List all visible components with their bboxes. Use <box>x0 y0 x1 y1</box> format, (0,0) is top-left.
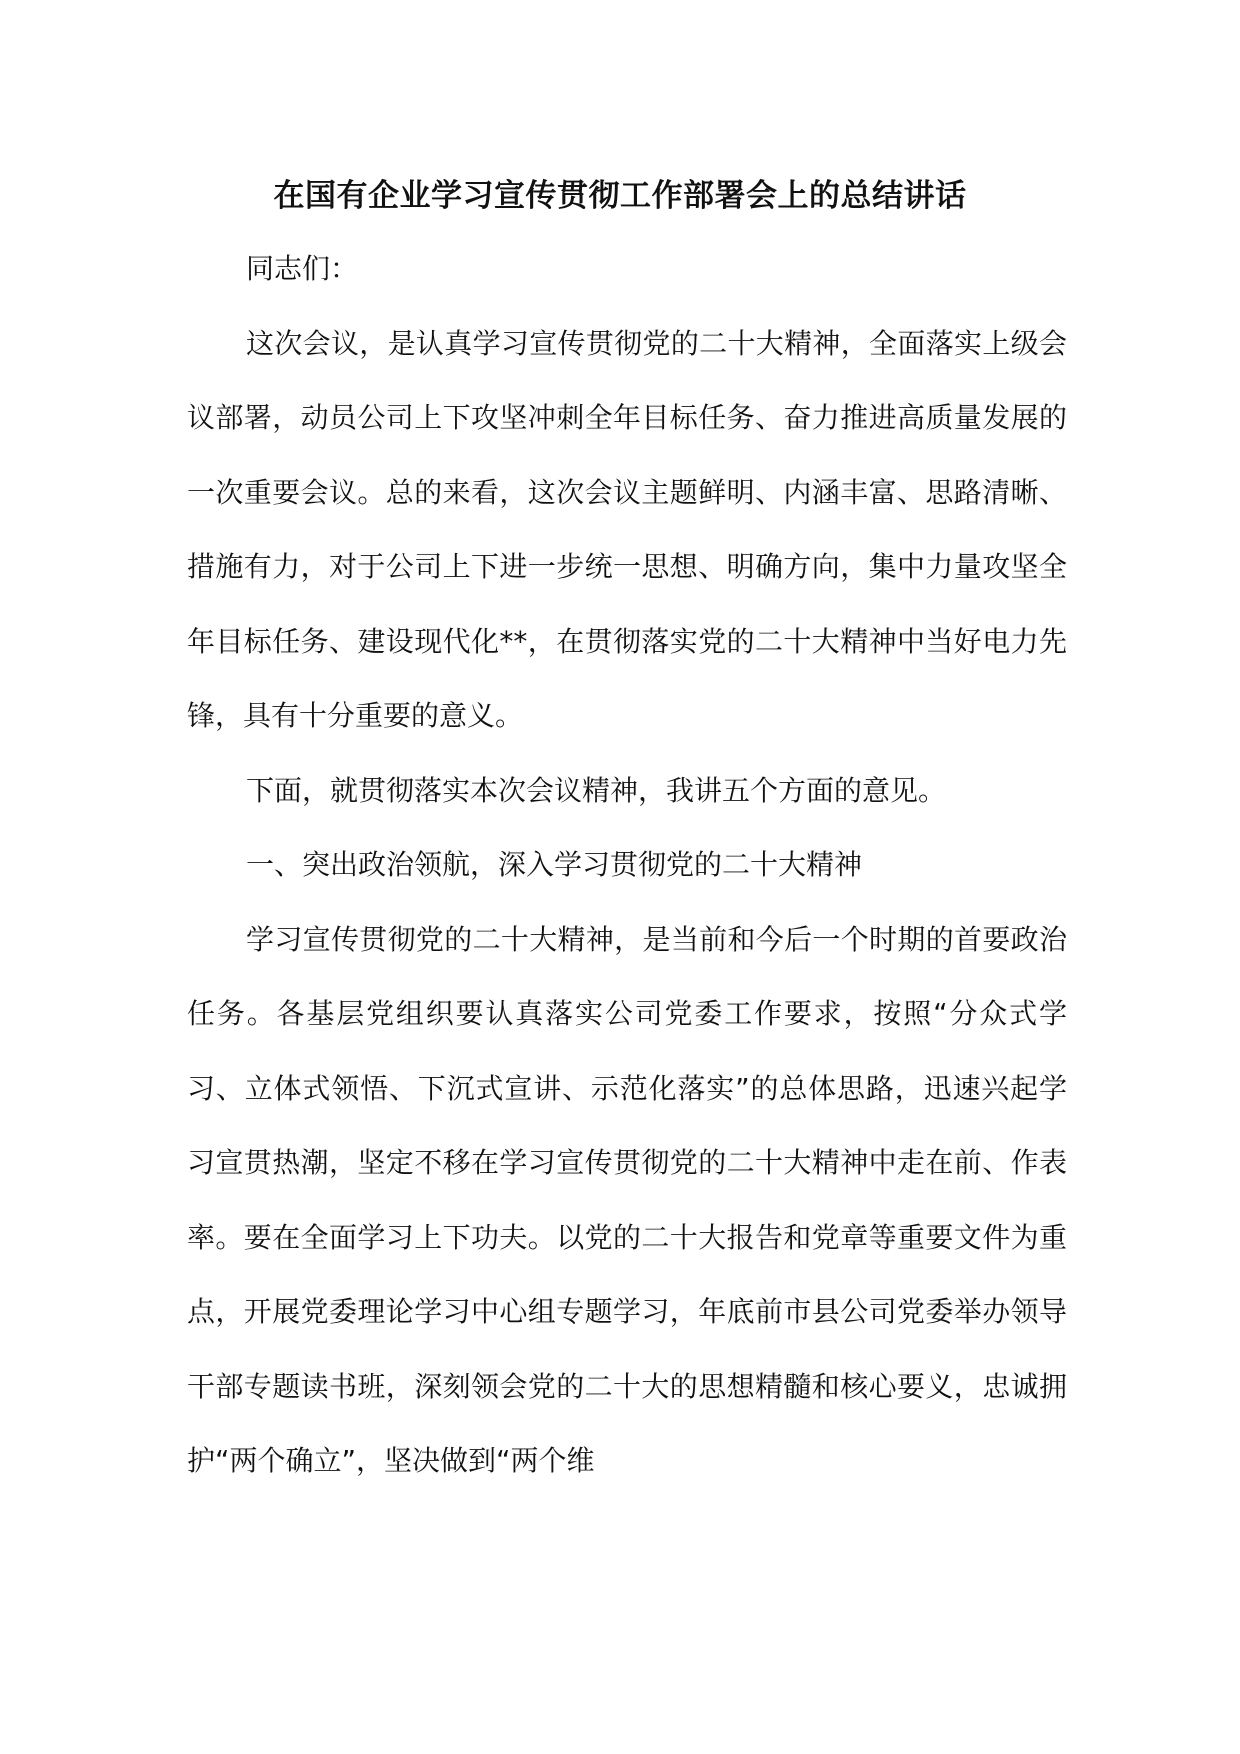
paragraph-section-1-body: 学习宣传贯彻党的二十大精神，是当前和今后一个时期的首要政治任务。各基层党组织要认真落实公司党委工作要求，按照“分众式学习、立体式领悟、下沉式宣讲、示范化落实”的总体思路，迅速兴起学习宣贯热潮，坚定不移在学习宣传贯彻党的二十大精神中走在前、作表率。要在全面学习上下功夫。以党的二十大报告和党章等重要文件为重点，开展党委理论学习中心组专题学习，年底前市县公司党委举办领导干部专题读书班，深刻领会党的二十大的思想精髓和核心要义，忠诚拥护“两个确立”，坚决做到“两个维 <box>187 922 1067 1477</box>
paragraph-meeting-summary: 这次会议，是认真学习宣传贯彻党的二十大精神，全面落实上级会议部署，动员公司上下攻坚冲刺全年目标任务、奋力推进高质量发展的一次重要会议。总的来看，这次会议主题鲜明、内涵丰富、思路清晰、措施有力，对于公司上下进一步统一思想、明确方向，集中力量攻坚全年目标任务、建设现代化**，在贯彻落实党的二十大精神中当好电力先锋，具有十分重要的意义。 <box>187 326 1067 732</box>
salutation: 同志们： <box>246 252 359 285</box>
paragraph-intro-five-points: 下面，就贯彻落实本次会议精神，我讲五个方面的意见。 <box>246 773 947 807</box>
section-heading-1: 一、突出政治领航，深入学习贯彻党的二十大精神 <box>246 848 863 881</box>
document-body <box>187 232 1067 1499</box>
document-title: 在国有企业学习宣传贯彻工作部署会上的总结讲话 <box>273 178 967 214</box>
